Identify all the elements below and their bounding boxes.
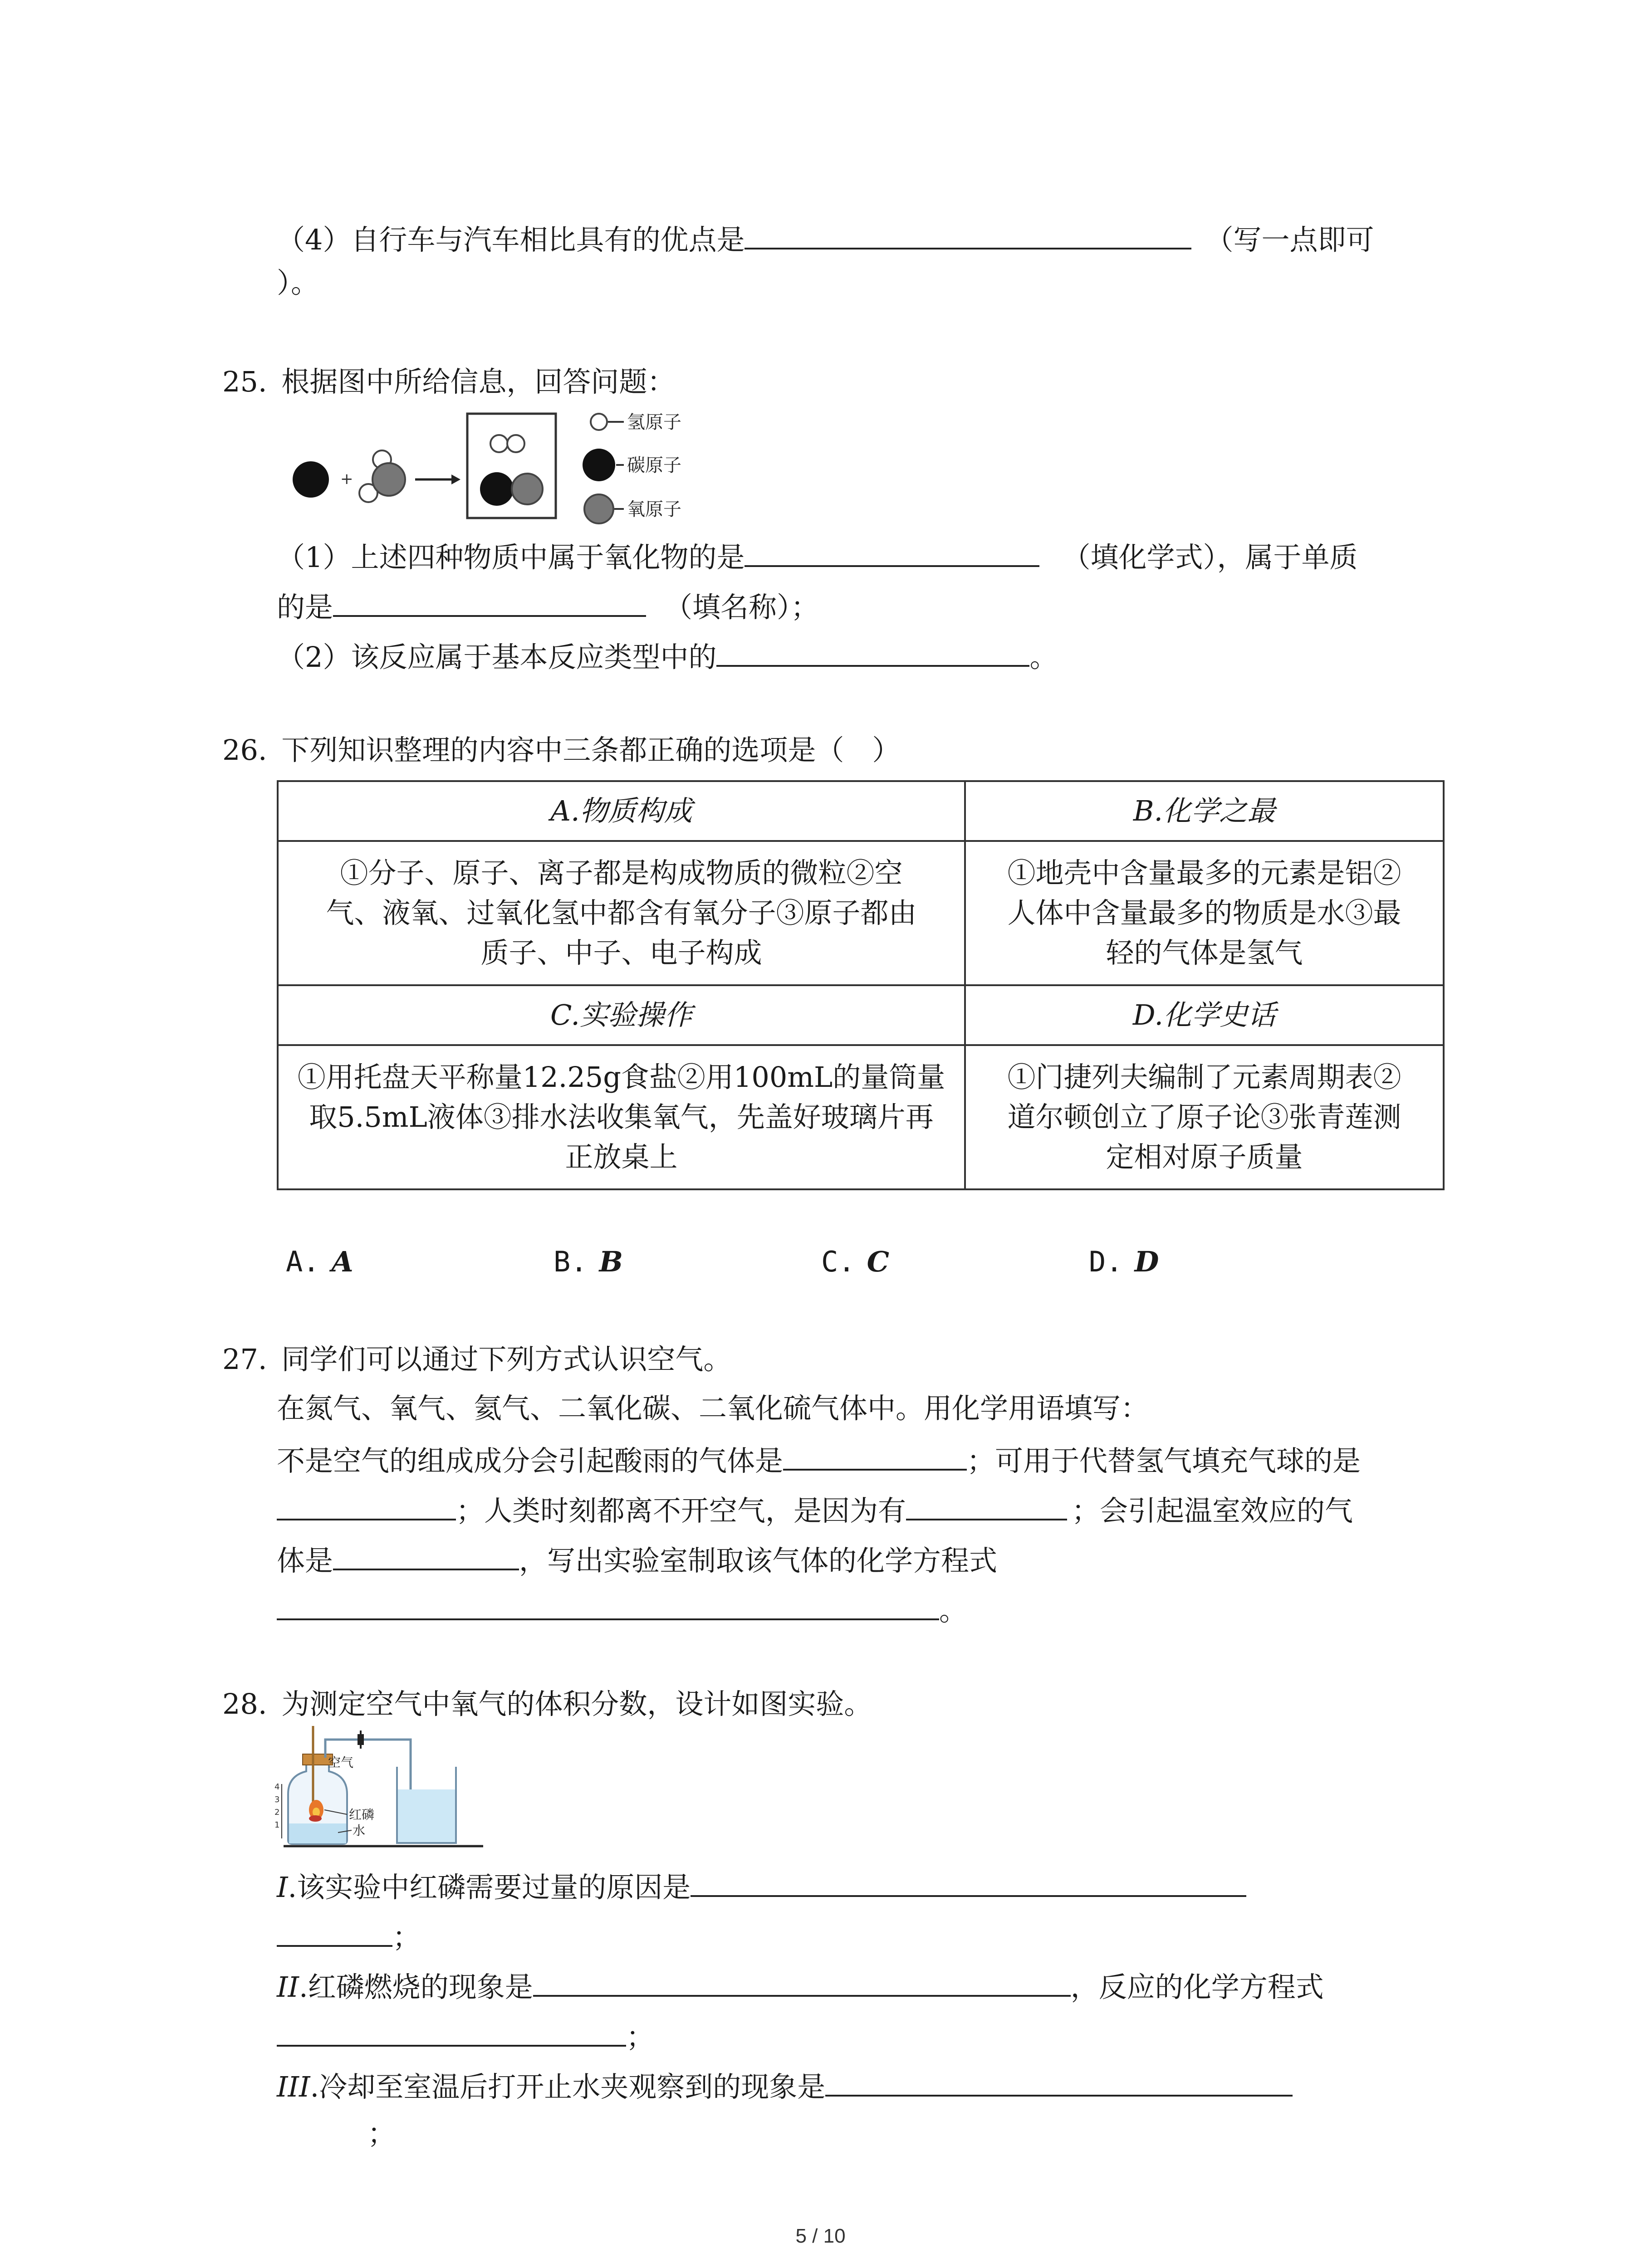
cell-d-body: ①门捷列夫编制了元素周期表② 道尔顿创立了原子论③张青莲测 定相对原子质量 [965, 1045, 1444, 1189]
experiment-apparatus-diagram [274, 1721, 488, 1857]
carbon-atom-reactant [293, 461, 329, 498]
q27-line3: 不是空气的组成成分会引起酸雨的气体是 ；可用于代替氢气填充气球的是 [277, 1439, 1361, 1480]
q28-part2-end: ； [277, 2015, 654, 2056]
option-d[interactable]: D. D [1089, 1245, 1159, 1278]
q27-line2: 在氮气、氧气、氦气、二氧化碳、二氧化硫气体中。用化学用语填写： [277, 1392, 1149, 1425]
cell-c-heading: C.实验操作 [278, 985, 965, 1045]
q28-part1-end: ； [277, 1915, 421, 1956]
knowledge-table [277, 780, 1445, 1190]
label-red-phosphorus: 红磷 [349, 1807, 375, 1822]
q27-stem: 27. 同学们可以通过下列方式认识空气。 [222, 1343, 732, 1376]
q26-stem: 26. 下列知识整理的内容中三条都正确的选项是（ ） [222, 733, 901, 767]
co-molecule-product [480, 472, 543, 506]
q28-part1-line: I.该实验中红磷需要过量的原因是 [277, 1865, 1246, 1906]
q27-line5: 体是 ，写出实验室制取该气体的化学方程式 [277, 1539, 997, 1580]
answer-blank[interactable] [333, 585, 646, 617]
option-c[interactable]: C. C [821, 1245, 890, 1278]
svg-text:3: 3 [274, 1795, 280, 1804]
answer-blank[interactable] [716, 635, 1029, 667]
answer-blank[interactable] [745, 218, 1191, 249]
cell-d-heading: D.化学史话 [965, 985, 1444, 1045]
legend [583, 412, 681, 523]
answer-blank[interactable] [533, 1965, 1071, 1997]
cell-b-body: ①地壳中含量最多的元素是铝② 人体中含量最多的物质是水③最 轻的气体是氢气 [965, 841, 1444, 985]
q28-stem: 28. 为测定空气中氧气的体积分数，设计如图实验。 [222, 1687, 872, 1721]
q27-line4: ；人类时刻都离不开空气，是因为有 ；会引起温室效应的气 [277, 1489, 1353, 1530]
answer-blank[interactable] [745, 535, 1039, 567]
label-water: 水 [353, 1823, 366, 1838]
q25-part1-line1: （1）上述四种物质中属于氧化物的是 （填化学式），属于单质 [277, 535, 1357, 577]
q25-part2-line: （2）该反应属于基本反应类型中的 。 [277, 635, 1058, 676]
reaction-arrow-icon [415, 474, 460, 484]
q28-part3-end: ； [367, 2117, 396, 2150]
q27-line6: 。 [277, 1589, 967, 1630]
answer-blank[interactable] [277, 1589, 939, 1620]
oxygen-legend-icon [584, 494, 613, 523]
cell-a-body: ①分子、原子、离子都是构成物质的微粒②空 气、液氧、过氧化氢中都含有氧分子③原子都由 质子、中子、电子构成 [278, 841, 965, 985]
page-number: 5 / 10 [795, 2225, 846, 2247]
cell-a-heading: A.物质构成 [278, 781, 965, 841]
answer-blank[interactable] [825, 2065, 1293, 2097]
legend-oxygen: 氧原子 [627, 499, 681, 520]
cell-c-body: ①用托盘天平称量12.25g食盐②用100mL的量筒量 取5.5mL液体③排水法收集氧气，先盖好玻璃片再 正放桌上 [278, 1045, 965, 1189]
q24-part4-line: （4）自行车与汽车相比具有的优点是 （写一点即可 [277, 218, 1374, 259]
label-air: 空气 [328, 1755, 354, 1770]
option-a[interactable]: A. A [286, 1245, 353, 1278]
answer-blank[interactable] [333, 1539, 519, 1570]
answer-blank[interactable] [277, 1915, 392, 1947]
q24-part4-end: ）。 [277, 266, 319, 299]
legend-carbon: 碳原子 [627, 455, 681, 476]
answer-blank[interactable] [277, 1489, 456, 1520]
volume-scale [274, 1782, 282, 1838]
answer-blank[interactable] [277, 2015, 626, 2047]
water-molecule-reactant [359, 450, 405, 502]
cell-b-heading: B.化学之最 [965, 781, 1444, 841]
answer-blank[interactable] [906, 1489, 1067, 1520]
hydrogen-legend-icon [591, 414, 607, 430]
option-b[interactable]: B. B [554, 1245, 623, 1278]
carbon-legend-icon [583, 449, 615, 481]
q25-part1-line2: 的是 （填名称）； [277, 585, 819, 626]
answer-blank[interactable] [783, 1439, 967, 1471]
plus-sign: + [340, 470, 353, 488]
svg-text:2: 2 [274, 1808, 280, 1817]
q28-part3-line: III.冷却至室温后打开止水夹观察到的现象是 [277, 2065, 1293, 2106]
q25-reaction-diagram [277, 408, 758, 531]
q28-part2-line: II.红磷燃烧的现象是 ，反应的化学方程式 [277, 1965, 1324, 2006]
legend-hydrogen: 氢原子 [627, 412, 681, 433]
svg-text:1: 1 [274, 1820, 280, 1830]
hydrogen-molecule-product [490, 435, 524, 452]
product-box [467, 414, 556, 518]
q25-stem: 25. 根据图中所给信息，回答问题： [222, 365, 676, 398]
answer-blank[interactable] [691, 1865, 1246, 1897]
svg-text:4: 4 [274, 1782, 280, 1792]
